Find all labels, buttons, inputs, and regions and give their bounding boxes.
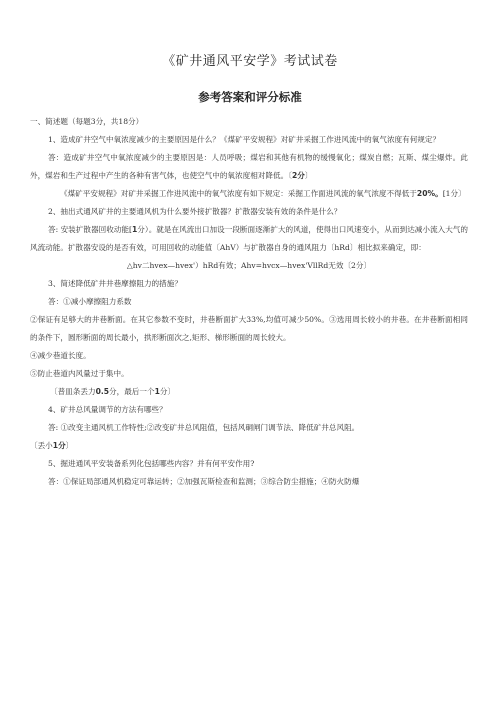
answer-3-score: 〔普皿条丢力0.5分，最后一个1分〕 [50,387,176,396]
answer-2-formula: △hv二hvex—hvex'）hRd有效；Ahv=hvcx—hvex'VllRd无效〔2分〕 [126,261,372,270]
document-body [30,113,468,491]
document-subtitle: 参考答案和评分标准 [198,90,302,104]
document-title: 《矿井通风平安学》考试试卷 [162,54,338,69]
question-2: 2、抽出式通风矿井的主要通风机为什么要外接扩散器？扩散器安装有效的条件是什么？ [48,207,342,216]
section-heading: 一、简述题（每题3分，共18分） [30,117,144,126]
answer-3-item-2: ②保证有足够大的井巷断面。在其它参数不变时，井巷断面扩大33%,均值可减少50%。③选用周长较小的井巷。在井巷断面相同的条件下，圆形断面的周长最小，拱形断面次之,矩形、梯形断面的周长较大。 [30,315,468,342]
answer-4: 答: ①改变主通风机工作特性;②改变矿井总风阻值，包括风硐闸门调节法、降低矿井总风阻。 [48,423,360,432]
question-4: 4、矿井总风量调节的方法有哪些？ [48,405,167,414]
answer-3-item-4: ⑤防止巷道内风量过于集中。 [30,369,129,378]
question-3: 3、简述降低矿井井巷摩擦阻力的措施？ [48,279,182,288]
question-1: 1、造成矿井空气中氧浓度减少的主要原因是什么？《煤矿平安规程》对矿井采掘工作进风流中的氧气浓度有何规定？ [48,135,441,144]
answer-4-score: 〔丢小1分〕 [30,441,74,450]
answer-5: 答：①保证局部通风机稳定可靠运转；②加强瓦斯检查和监测；③综合防尘措施；④防火防爆 [48,477,360,486]
question-5: 5、掘进通风平安装备系列化包括哪些内容？并有何平安作用? [48,459,255,468]
answer-2: 答: 安装扩散器回收动能[1分）。就是在风流出口加设一段断面逐渐扩大的风道，使得出口风速变小，从而到达减小流入大气的风流动能。扩散器安设的是否有效，可用回收的动能值〔AhV）与扩散器自身的通风阻力〔hRd〕相比拟来确定，即： [30,225,469,252]
answer-3-item-1: 答：①减小摩擦阻力系数 [48,297,132,306]
answer-1: 答：造成矿井空气中氧浓度减少的主要原因是：人员呼吸；煤岩和其他有机物的缓慢氧化；煤炭自燃；瓦斯、煤尘爆炸。此外，煤岩和生产过程中产生的各种有害气体，也使空气中的氧浓度相对降低。〔2分〕 [30,153,468,180]
answer-3-item-3: ④减少巷道长度。 [30,351,91,360]
answer-1-rule: 《煤矿平安规程》对矿井采掘工作进风流中的氧气浓度有如下规定：采掘工作面进风流的氧气浓度不得低于20%。[1分〕 [60,189,466,198]
